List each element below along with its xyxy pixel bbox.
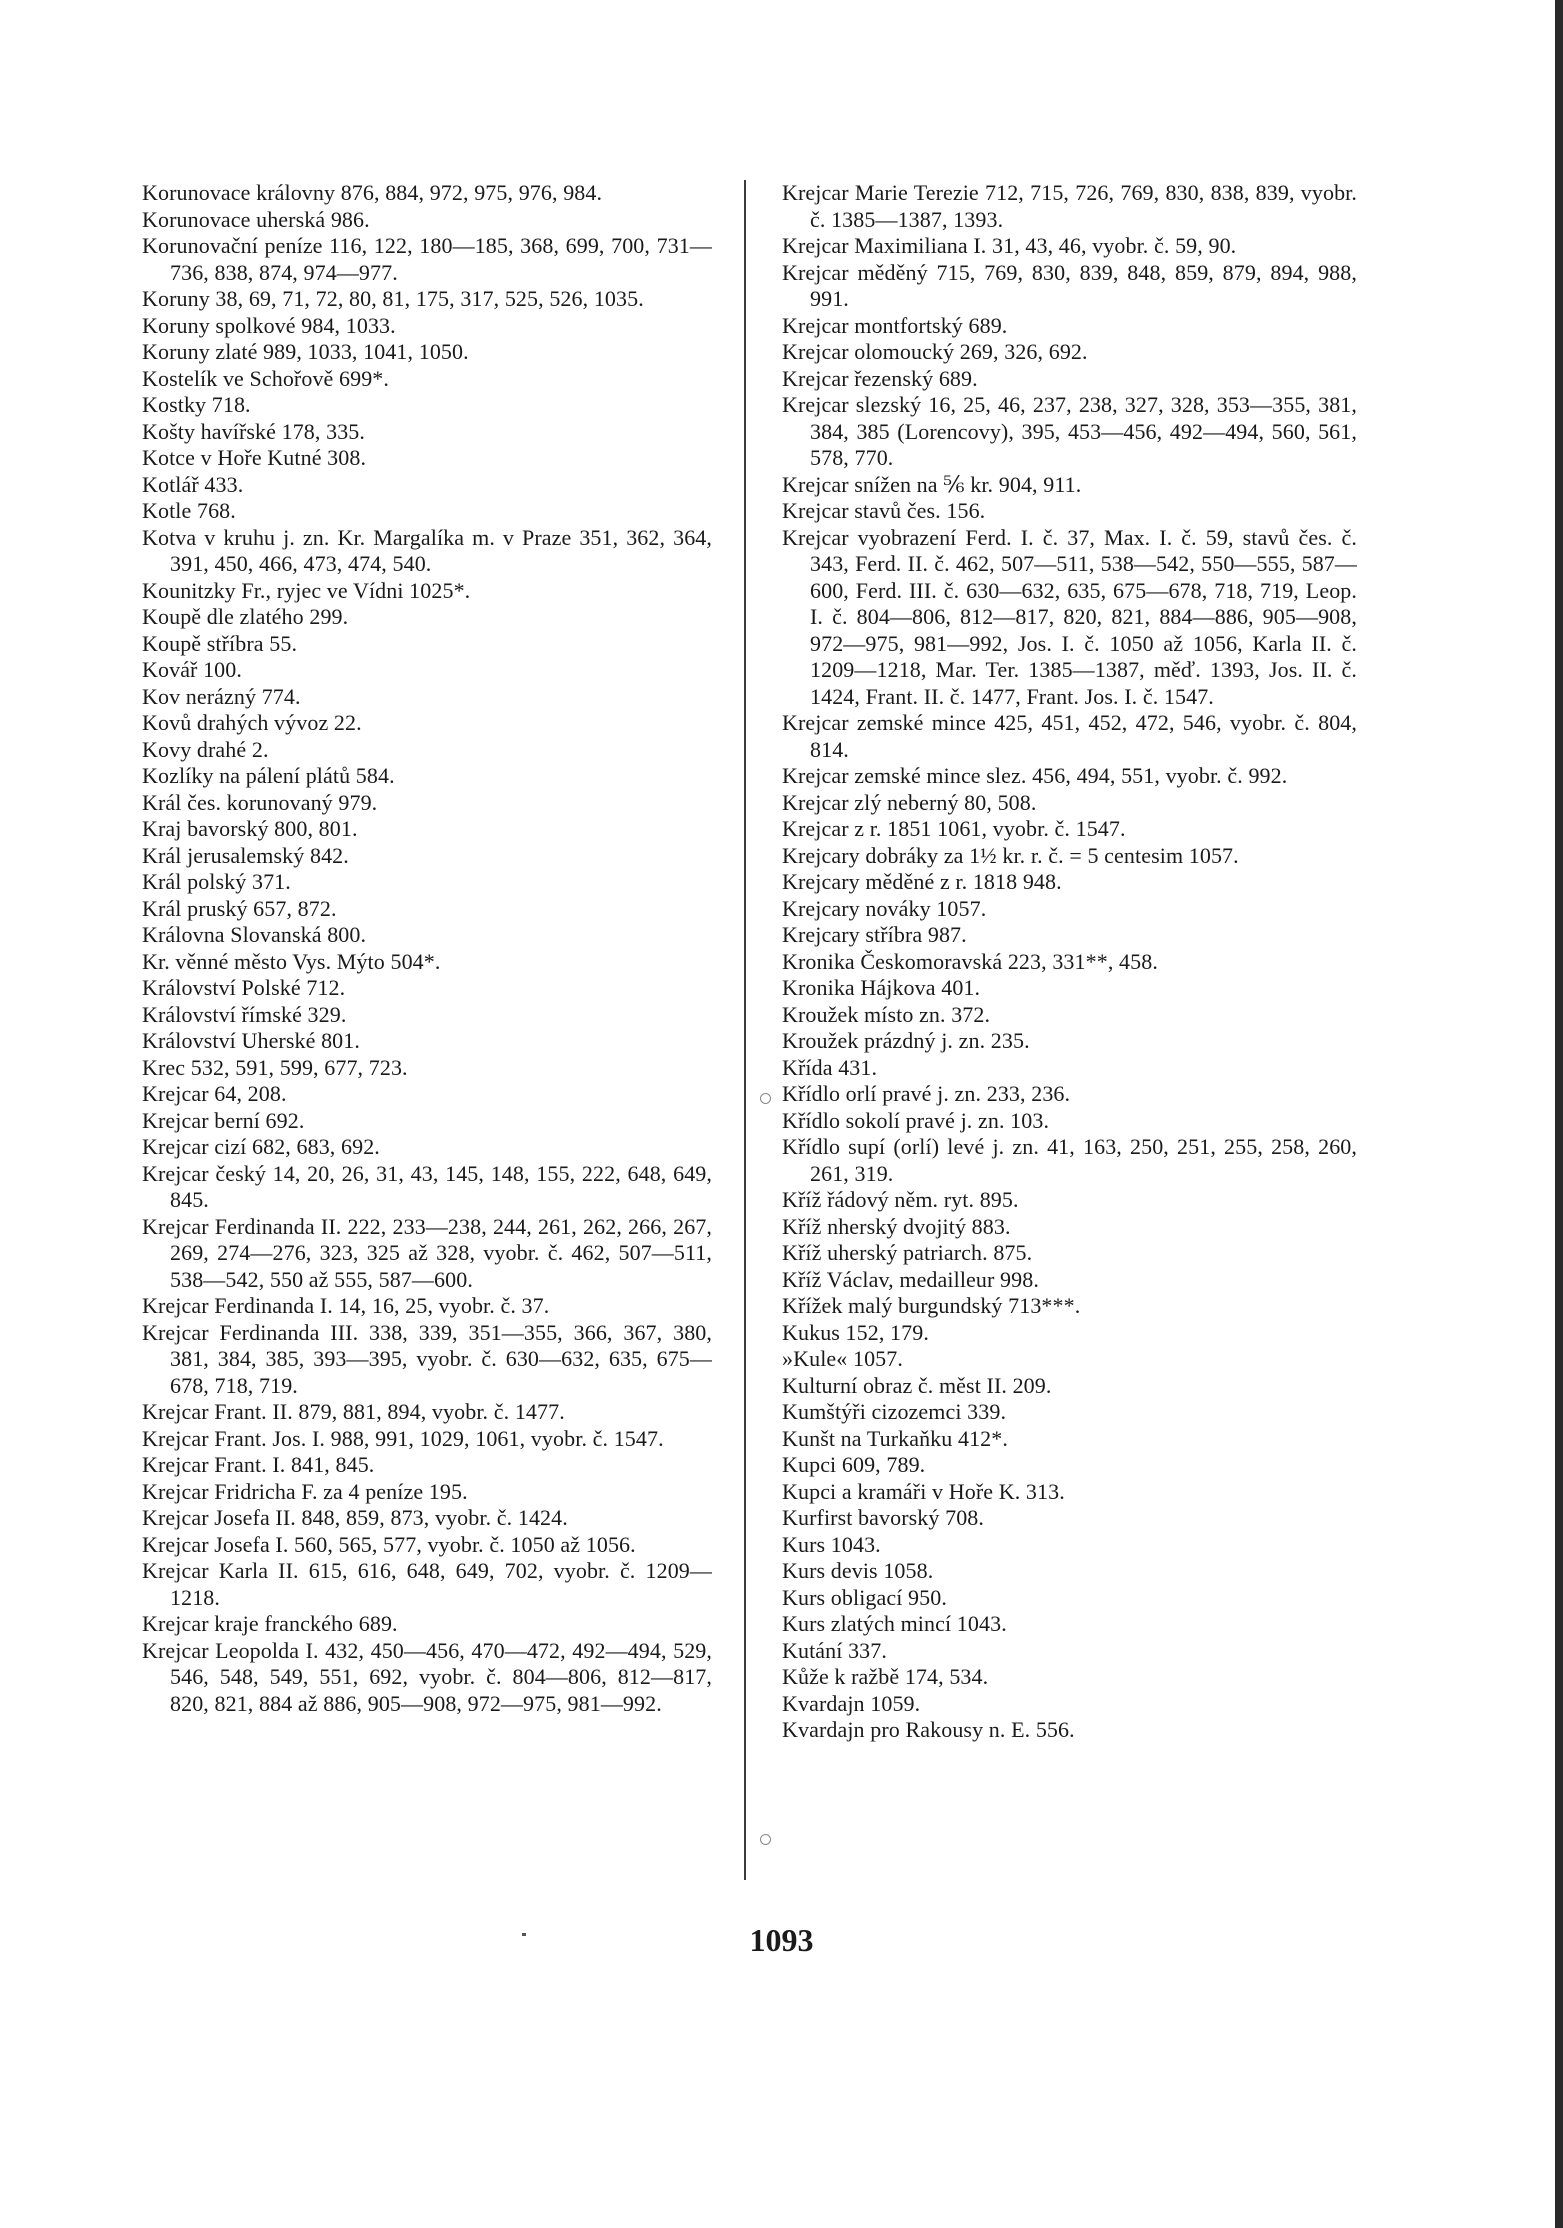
index-entry: Krejcary nováky 1057. (782, 895, 987, 921)
index-entry: Kumštýři cizozemci 339. (782, 1399, 1007, 1424)
index-entry: Krejcar berní 692. (142, 1107, 305, 1133)
index-entry: Krejcar Frant. II. 879, 881, 894, vyobr. č. 1477. (142, 1399, 565, 1424)
index-entry: Kotce v Hoře Kutné 308. (142, 445, 367, 470)
index-entry: Krejcar Karla II. 615, 616, 648, 649, 702, vyobr. č. 1209—1218. (142, 1558, 712, 1610)
index-entry: Kurs obligací 950. (782, 1584, 947, 1610)
index-entry: Krejcar Ferdinanda III. 338, 339, 351—355, 366, 367, 380, 381, 384, 385, 393—395, vyobr. č. 630—632, 635, 675—678, 718, 719. (142, 1319, 712, 1398)
index-entry: Kronika Hájkova 401. (782, 975, 981, 1000)
index-entry: Krejcar Maximiliana I. 31, 43, 46, vyobr. č. 59, 90. (782, 233, 1237, 258)
index-entry: Krejcary měděné z r. 1818 948. (782, 869, 1062, 894)
index-entry: Kronika Českomoravská 223, 331**, 458. (782, 948, 1158, 974)
index-entry: Krejcar slezský 16, 25, 46, 237, 238, 327, 328, 353—355, 381, 384, 385 (Lorencovy), 395, 453—456, 492—494, 560, 561, 578, 770. (782, 392, 1357, 470)
index-entry: Krejcar vyobrazení Ferd. I. č. 37, Max. I. č. 59, stavů čes. č. 343, Ferd. II. č. 462, 507—511, 538—542, 550—555, 587—600, Ferd. III. č. 630—632, 635, 675—678, 718, 719, Leop. I. č. 804—806, 812—817, 820, 821, 884—886, 905—908, 972—975, 981—992, Jos. I. č. 1050 až 1056, Karla II. č. 1209—1218, Mar. Ter. 1385—1387, měď. 1393, Jos. II. č. 1424, Frant. II. č. 1477, Frant. Jos. I. č. 1547. (782, 524, 1357, 709)
index-entry: Kovů drahých vývoz 22. (142, 710, 362, 735)
page-number: 1093 (749, 1922, 814, 1958)
index-entry: Koupě stříbra 55. (142, 630, 298, 656)
index-entry: Kotva v kruhu j. zn. Kr. Margalíka m. v Praze 351, 362, 364, 391, 450, 466, 473, 474, 540. (142, 524, 712, 576)
index-entry: Křídlo supí (orlí) levé j. zn. 41, 163, 250, 251, 255, 258, 260, 261, 319. (782, 1134, 1357, 1186)
margin-mark (760, 1834, 771, 1845)
index-entry: Král jerusalemský 842. (142, 842, 349, 868)
index-entry: Krejcar zlý neberný 80, 508. (782, 789, 1037, 815)
index-entry: Kounitzky Fr., ryjec ve Vídni 1025*. (142, 577, 471, 603)
index-entry: Krejcar Josefa II. 848, 859, 873, vyobr. č. 1424. (142, 1505, 568, 1530)
index-entry: Korunovační peníze 116, 122, 180—185, 368, 699, 700, 731—736, 838, 874, 974—977. (142, 233, 712, 285)
index-entry: Krejcary stříbra 987. (782, 922, 967, 947)
index-entry: Krejcar zemské mince slez. 456, 494, 551, vyobr. č. 992. (782, 763, 1288, 788)
page-edge (1555, 0, 1563, 2228)
index-entry: Krejcar Leopolda I. 432, 450—456, 470—472, 492—494, 529, 546, 548, 549, 551, 692, vyobr. č. 804—806, 812—817, 820, 821, 884 až 886, 905—908, 972—975, 981—992. (142, 1637, 712, 1716)
index-column-right (782, 180, 1357, 1744)
index-entry: Křída 431. (782, 1054, 878, 1080)
margin-mark (760, 1093, 771, 1104)
index-entry: Kurs devis 1058. (782, 1558, 934, 1583)
index-entry: Krejcar Ferdinanda I. 14, 16, 25, vyobr. č. 37. (142, 1293, 550, 1318)
index-entry: Korunovace královny 876, 884, 972, 975, 976, 984. (142, 180, 603, 205)
index-entry: Kunšt na Turkaňku 412*. (782, 1425, 1008, 1451)
index-entry: Kotle 768. (142, 498, 236, 523)
index-entry: Krejcar Fridricha F. za 4 peníze 195. (142, 1478, 468, 1504)
index-entry: Krejcar cizí 682, 683, 692. (142, 1134, 380, 1159)
index-entry: Krejcar Marie Terezie 712, 715, 726, 769, 830, 838, 839, vyobr. č. 1385—1387, 1393. (782, 180, 1357, 232)
index-entry: »Kule« 1057. (782, 1346, 903, 1371)
column-divider (744, 180, 746, 1880)
index-column-left (142, 180, 712, 1717)
index-entry: Krejcar Frant. I. 841, 845. (142, 1452, 375, 1477)
index-entry: Křídlo sokolí pravé j. zn. 103. (782, 1107, 1050, 1133)
index-entry: Kupci a kramáři v Hoře K. 313. (782, 1478, 1065, 1504)
index-entry: Kurs zlatých mincí 1043. (782, 1611, 1007, 1636)
index-entry: Krejcar montfortský 689. (782, 312, 1008, 338)
index-entry: Krejcar měděný 715, 769, 830, 839, 848, 859, 879, 894, 988, 991. (782, 259, 1357, 311)
index-entry: Krejcar olomoucký 269, 326, 692. (782, 339, 1088, 364)
index-entry: Kraj bavorský 800, 801. (142, 816, 358, 841)
index-entry: Kostelík ve Schořově 699*. (142, 365, 390, 391)
index-entry: Kříž uherský patriarch. 875. (782, 1240, 1033, 1265)
index-entry: Krejcar 64, 208. (142, 1081, 287, 1106)
index-entry: Kozlíky na pálení plátů 584. (142, 763, 395, 788)
index-entry: Král čes. korunovaný 979. (142, 789, 378, 815)
index-entry: Křídlo orlí pravé j. zn. 233, 236. (782, 1081, 1071, 1106)
index-entry: Krejcar kraje franckého 689. (142, 1611, 398, 1636)
index-entry: Kříž řádový něm. ryt. 895. (782, 1187, 1019, 1212)
index-entry: Kurfirst bavorský 708. (782, 1505, 985, 1530)
index-entry: Koruny zlaté 989, 1033, 1041, 1050. (142, 339, 469, 364)
index-entry: Krejcar Ferdinanda II. 222, 233—238, 244, 261, 262, 266, 267, 269, 274—276, 323, 325 až 328, vyobr. č. 462, 507—511, 538—542, 550 až 555, 587—600. (142, 1213, 712, 1292)
index-entry: Krejcar Josefa I. 560, 565, 577, vyobr. č. 1050 až 1056. (142, 1531, 636, 1557)
index-entry: Krejcar Frant. Jos. I. 988, 991, 1029, 1061, vyobr. č. 1547. (142, 1425, 664, 1451)
index-entry: Křížek malý burgundský 713***. (782, 1293, 1081, 1318)
index-entry: Krejcary dobráky za 1½ kr. r. č. = 5 centesim 1057. (782, 842, 1239, 868)
index-entry: Královna Slovanská 800. (142, 922, 367, 947)
index-entry: Král polský 371. (142, 869, 291, 894)
index-entry: Krec 532, 591, 599, 677, 723. (142, 1054, 408, 1080)
index-entry: Krejcar český 14, 20, 26, 31, 43, 145, 148, 155, 222, 648, 649, 845. (142, 1160, 712, 1212)
index-entry: Krejcar snížen na ⅚ kr. 904, 911. (782, 471, 1082, 497)
index-entry: Kutání 337. (782, 1637, 887, 1663)
index-entry: Koruny spolkové 984, 1033. (142, 312, 396, 338)
index-entry: Kostky 718. (142, 392, 251, 417)
index-entry: Kvardajn 1059. (782, 1690, 921, 1716)
index-entry: Korunovace uherská 986. (142, 206, 370, 232)
index-entry: Kupci 609, 789. (782, 1452, 926, 1477)
index-entry: Kvardajn pro Rakousy n. E. 556. (782, 1717, 1075, 1742)
index-entry: Království římské 329. (142, 1001, 347, 1027)
index-entry: Kříž nherský dvojitý 883. (782, 1213, 1011, 1239)
index-entry: Krejcar stavů čes. 156. (782, 498, 986, 523)
index-entry: Kůže k ražbě 174, 534. (782, 1664, 989, 1689)
index-entry: Kurs 1043. (782, 1531, 881, 1557)
index-entry: Království Uherské 801. (142, 1028, 360, 1053)
index-entry: Krejcar zemské mince 425, 451, 452, 472, 546, vyobr. č. 804, 814. (782, 710, 1357, 762)
index-entry: Košty havířské 178, 335. (142, 418, 365, 444)
index-entry: Kukus 152, 179. (782, 1319, 929, 1345)
index-entry: Kovy drahé 2. (142, 736, 269, 762)
index-entry: Král pruský 657, 872. (142, 895, 337, 921)
index-entry: Kroužek prázdný j. zn. 235. (782, 1028, 1030, 1053)
index-entry: Království Polské 712. (142, 975, 346, 1000)
index-entry: Kovář 100. (142, 657, 242, 682)
index-entry: Kotlář 433. (142, 471, 244, 497)
index-entry: Kroužek místo zn. 372. (782, 1001, 991, 1027)
index-entry: Kr. věnné město Vys. Mýto 504*. (142, 948, 441, 974)
index-entry: Krejcar řezenský 689. (782, 365, 978, 391)
index-entry: Krejcar z r. 1851 1061, vyobr. č. 1547. (782, 816, 1126, 841)
index-entry: Kříž Václav, medailleur 998. (782, 1266, 1039, 1292)
index-entry: Kov nerázný 774. (142, 683, 301, 709)
index-entry: Kulturní obraz č. měst II. 209. (782, 1372, 1052, 1398)
index-entry: Koruny 38, 69, 71, 72, 80, 81, 175, 317, 525, 526, 1035. (142, 286, 644, 311)
index-entry: Koupě dle zlatého 299. (142, 604, 349, 629)
